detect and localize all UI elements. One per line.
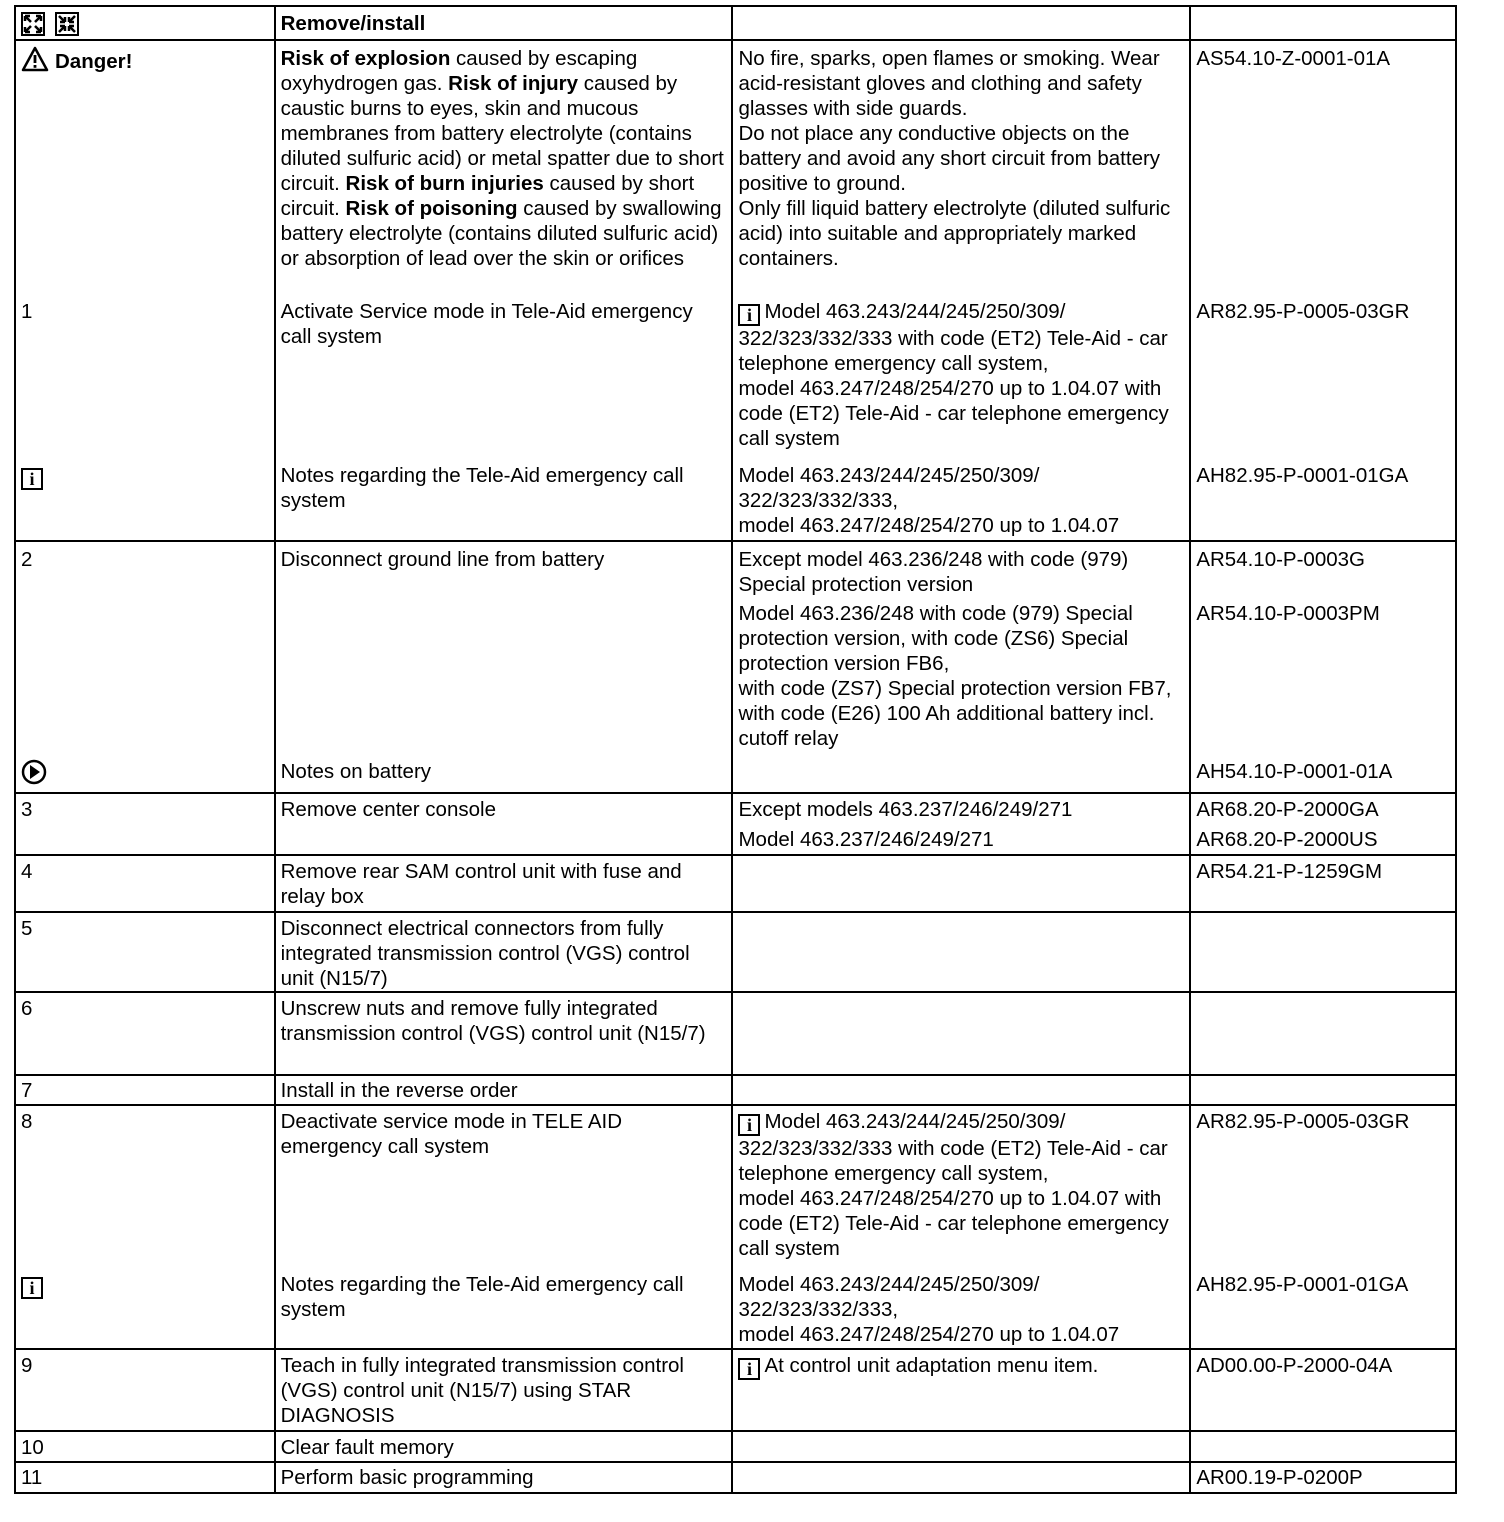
procedure-table	[14, 5, 1457, 1494]
group-step5	[15, 912, 1456, 992]
step-number: 3	[21, 798, 33, 821]
warning-triangle-icon	[21, 46, 49, 72]
header-row	[15, 6, 1456, 40]
notes-arrow-icon[interactable]	[21, 759, 47, 785]
step-note: Model 463.236/248 with code (979) Special protection version, with code (ZS6) Special protection version FB6,	[738, 602, 1133, 675]
ref-link[interactable]: AR82.95-P-0005-03GR	[1196, 1110, 1410, 1133]
step-note: with code (ZS7) Special protection version FB7, with code (E26) 100 Ah additional battery incl. cutoff relay	[738, 677, 1172, 750]
step-number: 11	[21, 1466, 43, 1489]
step-action: Install in the reverse order	[280, 1079, 518, 1102]
step-action: Activate Service mode in Tele-Aid emergency call system	[280, 300, 693, 348]
header-title-cell	[275, 6, 733, 40]
ref-link[interactable]: AH82.95-P-0001-01GA	[1196, 1273, 1409, 1296]
danger-label: Danger!	[55, 50, 133, 73]
safety-measures: No fire, sparks, open flames or smoking. Wear acid-resistant gloves and clothing and safety glasses with side guards.	[738, 47, 1160, 120]
step-note: Model 463.243/244/245/250/309/ 322/323/332/333 with code (ET2) Tele-Aid - car telephone emergency call system,	[738, 300, 1168, 375]
step-action: Perform basic programming	[280, 1466, 534, 1489]
col2-cell	[275, 40, 733, 541]
ref-link[interactable]: AR54.10-P-0003G	[1196, 548, 1365, 571]
ref-link[interactable]: AR54.10-P-0003PM	[1196, 602, 1380, 625]
step-note: Model 463.243/244/245/250/309/ 322/323/332/333,	[738, 1273, 1040, 1321]
group-step2	[15, 541, 1456, 793]
step-action: Disconnect electrical connectors from fully integrated transmission control (VGS) control unit (N15/7)	[280, 917, 690, 990]
col3-cell	[732, 40, 1190, 541]
group-step7	[15, 1075, 1456, 1105]
step-note: Model 463.243/244/245/250/309/ 322/323/332/333,	[738, 464, 1040, 512]
step-number: 10	[21, 1436, 44, 1459]
group-step9	[15, 1349, 1456, 1431]
step-number: 6	[21, 997, 33, 1020]
info-icon[interactable]: i	[21, 468, 43, 490]
info-icon[interactable]: i	[21, 1277, 43, 1299]
info-icon[interactable]: i	[738, 1114, 760, 1136]
step-action: Unscrew nuts and remove fully integrated transmission control (VGS) control unit (N15/7)	[280, 997, 706, 1045]
info-icon[interactable]: i	[738, 1358, 760, 1380]
safety-measures: Only fill liquid battery electrolyte (diluted sulfuric acid) into suitable and appropriately marked containers.	[738, 197, 1171, 270]
step-action: Notes regarding the Tele-Aid emergency call system	[280, 464, 684, 512]
group-danger-step1	[15, 40, 1456, 541]
danger-text: Risk of explosion caused by escaping oxyhydrogen gas. Risk of injury caused by caustic burns to eyes, skin and mucous membranes from battery electrolyte (contains diluted sulfuric acid) or metal spatter due to short circuit. Risk of burn injuries caused by short circuit. Risk of poisoning caused by swallowing battery electrolyte (contains diluted sulfuric acid) or absorption of lead over the skin or orifices	[280, 47, 724, 270]
step-note: Except models 463.237/246/249/271	[738, 798, 1073, 821]
ref-link[interactable]: AR68.20-P-2000US	[1196, 828, 1378, 851]
step-action: Deactivate service mode in TELE AID emergency call system	[280, 1110, 623, 1158]
step-number: 2	[21, 548, 33, 571]
step-number: 1	[21, 300, 33, 323]
group-step3	[15, 793, 1456, 855]
info-icon[interactable]: i	[738, 304, 760, 326]
step-action: Clear fault memory	[280, 1436, 454, 1459]
step-number: 7	[21, 1079, 33, 1102]
ref-link[interactable]: AR82.95-P-0005-03GR	[1196, 300, 1410, 323]
step-action: Notes regarding the Tele-Aid emergency call system	[280, 1273, 684, 1321]
step-number: 8	[21, 1110, 33, 1133]
step-note: model 463.247/248/254/270 up to 1.04.07	[738, 1323, 1120, 1346]
ref-link[interactable]: AD00.00-P-2000-04A	[1196, 1354, 1393, 1377]
step-action: Remove rear SAM control unit with fuse and relay box	[280, 860, 682, 908]
group-step6	[15, 992, 1456, 1075]
step-note: At control unit adaptation menu item.	[764, 1354, 1099, 1377]
group-step10	[15, 1431, 1456, 1462]
collapse-all-icon[interactable]	[55, 12, 79, 36]
col4-cell	[1190, 40, 1456, 541]
ref-link[interactable]: AR54.21-P-1259GM	[1196, 860, 1383, 883]
ref-link[interactable]: AH82.95-P-0001-01GA	[1196, 464, 1409, 487]
safety-measures: Do not place any conductive objects on the battery and avoid any short circuit from battery positive to ground.	[738, 122, 1161, 195]
page-title: Remove/install	[280, 12, 426, 35]
step-note: model 463.247/248/254/270 up to 1.04.07	[738, 514, 1120, 537]
step-note: Except model 463.236/248 with code (979) Special protection version	[738, 548, 1129, 596]
ref-link[interactable]: AR00.19-P-0200P	[1196, 1466, 1363, 1489]
step-number: 9	[21, 1354, 33, 1377]
step-note: model 463.247/248/254/270 up to 1.04.07 with code (ET2) Tele-Aid - car telephone emergency call system	[738, 1187, 1169, 1260]
expand-all-icon[interactable]	[21, 12, 45, 36]
ref-link[interactable]: AH54.10-P-0001-01A	[1196, 760, 1393, 783]
step-action: Remove center console	[280, 798, 496, 821]
group-step11	[15, 1462, 1456, 1493]
step-action: Notes on battery	[280, 760, 432, 783]
step-number: 5	[21, 917, 33, 940]
step-note: model 463.247/248/254/270 up to 1.04.07 with code (ET2) Tele-Aid - car telephone emergency call system	[738, 377, 1169, 450]
header-icons-cell	[15, 6, 275, 40]
group-step4	[15, 855, 1456, 912]
step-note: Model 463.243/244/245/250/309/ 322/323/332/333 with code (ET2) Tele-Aid - car telephone emergency call system,	[738, 1110, 1168, 1185]
col1-cell	[15, 40, 275, 541]
step-note: Model 463.237/246/249/271	[738, 828, 994, 851]
step-action: Disconnect ground line from battery	[280, 548, 605, 571]
group-step8	[15, 1105, 1456, 1349]
step-action: Teach in fully integrated transmission control (VGS) control unit (N15/7) using STAR DIAGNOSIS	[280, 1354, 684, 1427]
ref-link[interactable]: AS54.10-Z-0001-01A	[1196, 47, 1391, 70]
ref-link[interactable]: AR68.20-P-2000GA	[1196, 798, 1379, 821]
step-number: 4	[21, 860, 33, 883]
